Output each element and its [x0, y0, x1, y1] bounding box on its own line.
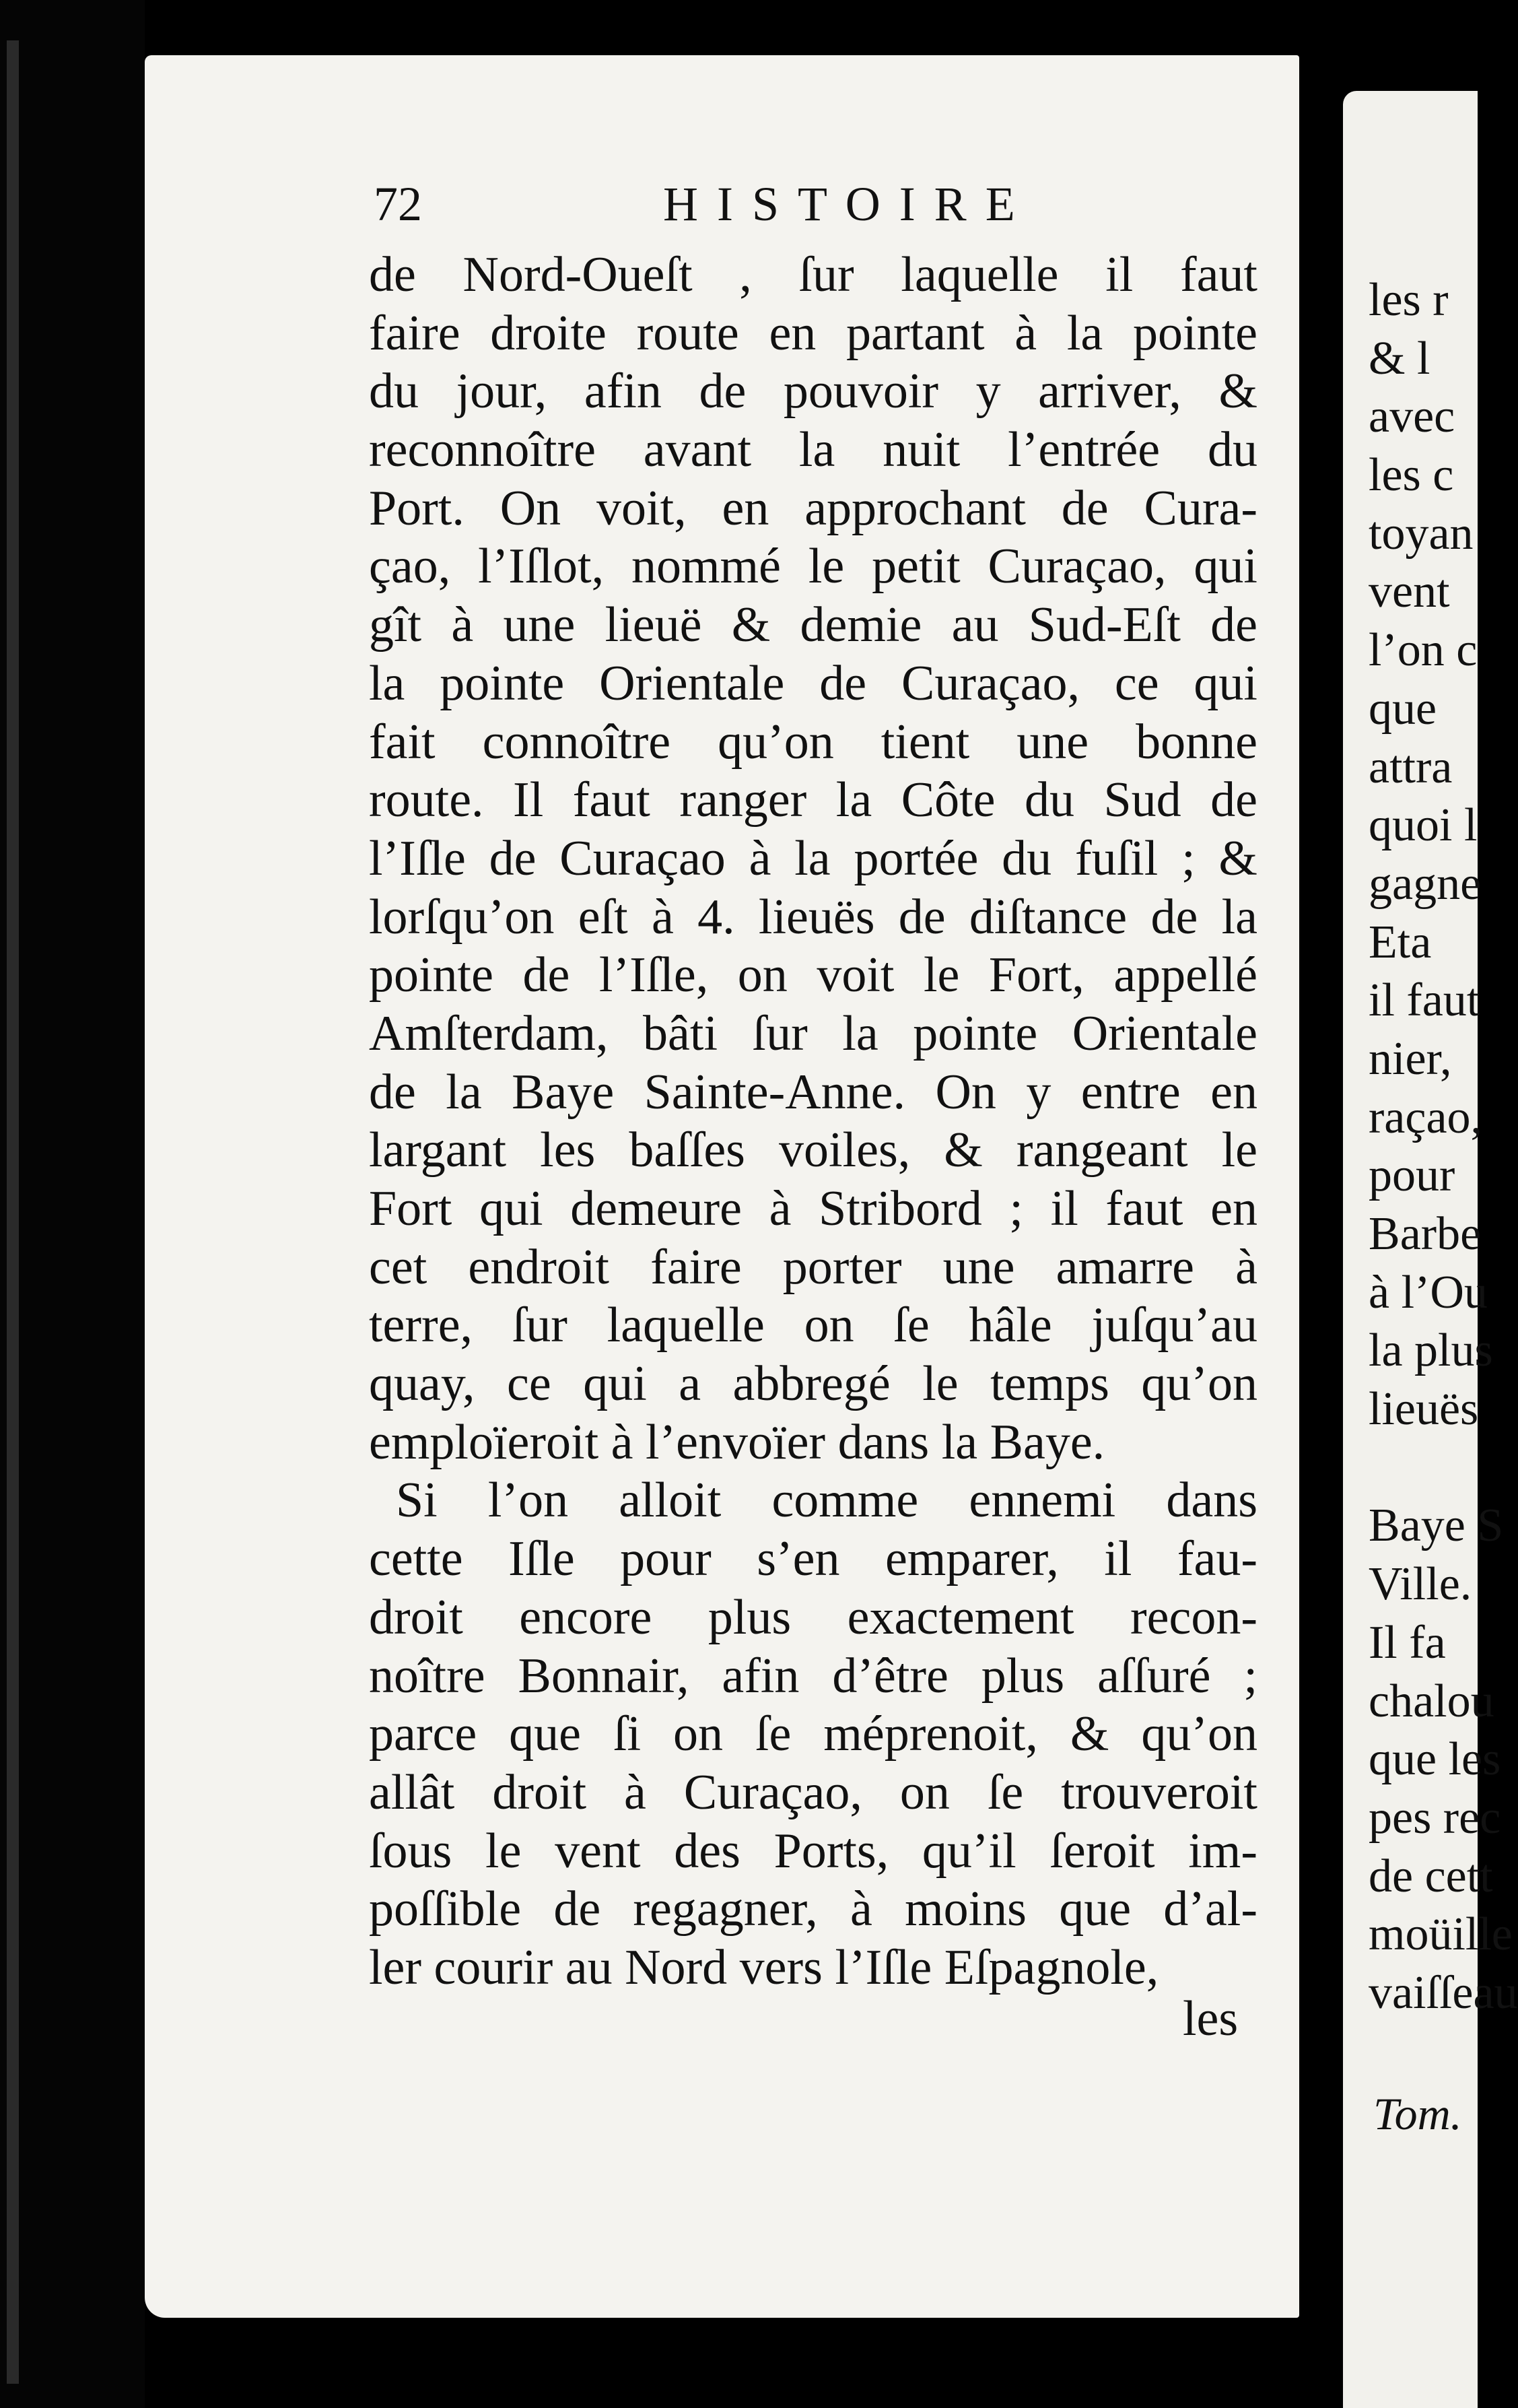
- text-line: ler courir au Nord vers l’Iſle Eſpagnole,: [369, 1939, 1159, 1995]
- page-header: [374, 174, 1249, 234]
- facing-text-line: vaiſſeau: [1369, 1966, 1518, 2019]
- facing-text-line: toyan: [1369, 507, 1474, 560]
- facing-text-line: que les: [1369, 1733, 1501, 1786]
- text-line: emploïeroit à l’envoïer dans la Baye.: [369, 1414, 1105, 1470]
- facing-text-line: Ville.: [1369, 1558, 1472, 1611]
- text-line: quay, ce qui a abbregé le temps qu’on: [369, 1356, 1257, 1412]
- facing-text-line: la plus: [1369, 1325, 1493, 1377]
- facing-text-line: gagne: [1369, 857, 1482, 910]
- text-line: cet endroit faire porter une amarre à: [369, 1239, 1257, 1295]
- text-line: largant les baſſes voiles, & rangeant le: [369, 1123, 1257, 1178]
- facing-text-line: nier,: [1369, 1032, 1452, 1085]
- facing-text-line: que: [1369, 682, 1437, 735]
- facing-text-line: pes rec: [1369, 1791, 1501, 1844]
- facing-text-line: chalou: [1369, 1675, 1494, 1727]
- text-line: de la Baye Sainte-Anne. On y entre en: [369, 1064, 1257, 1120]
- facing-text-line: lieuës: [1369, 1383, 1479, 1436]
- text-line: Port. On voit, en approchant de Cura-: [369, 480, 1257, 536]
- text-line: du jour, afin de pouvoir y arriver, &: [369, 364, 1257, 420]
- text-line: la pointe Orientale de Curaçao, ce qui: [369, 655, 1257, 711]
- facing-text-line: les c: [1369, 449, 1454, 502]
- facing-text-line: vent: [1369, 566, 1450, 618]
- text-line: Si l’on alloit comme ennemi dans: [396, 1473, 1257, 1529]
- facing-text-line: raçao,: [1369, 1091, 1483, 1143]
- text-line: noître Bonnair, afin d’être plus aſſuré ;: [369, 1648, 1257, 1704]
- facing-text-line: pour: [1369, 1149, 1455, 1202]
- body-text: [369, 246, 1257, 1997]
- text-line: lorſqu’on eſt à 4. lieuës de diſtance de la: [369, 889, 1257, 945]
- facing-text-line: à l’Ou: [1369, 1266, 1488, 1318]
- text-line: de Nord-Oueſt , ſur laquelle il faut: [369, 247, 1257, 302]
- facing-text-line: de cett: [1369, 1850, 1493, 1902]
- facing-text-line: il faut: [1369, 974, 1480, 1027]
- facing-text-line: Il fa: [1369, 1616, 1446, 1669]
- text-line: parce que ſi on ſe méprenoit, & qu’on: [369, 1706, 1257, 1762]
- facing-text-line: & l: [1369, 332, 1430, 384]
- catchword: les: [1183, 1991, 1239, 2046]
- text-line: Fort qui demeure à Stribord ; il faut en: [369, 1181, 1257, 1236]
- text-line: terre, ſur laquelle on ſe hâle juſqu’au: [369, 1298, 1257, 1353]
- book-binding: [7, 40, 19, 2384]
- running-title: HISTOIRE: [663, 177, 1034, 231]
- text-line: allât droit à Curaçao, on ſe trouveroit: [369, 1764, 1257, 1820]
- facing-text-line: quoi l: [1369, 799, 1478, 852]
- facing-text-line: moüille: [1369, 1908, 1513, 1961]
- text-line: ſous le vent des Ports, qu’il ſeroit im-: [369, 1823, 1257, 1879]
- facing-text-line: les r: [1369, 274, 1449, 326]
- facing-text-line: Eta: [1369, 916, 1432, 968]
- text-line: fait connoître qu’on tient une bonne: [369, 714, 1257, 770]
- gutter: [1301, 64, 1341, 2408]
- book-edge-left: [0, 0, 145, 2408]
- facing-text-line: Barbe: [1369, 1208, 1482, 1260]
- facing-text-line: Baye S: [1369, 1500, 1504, 1552]
- facing-text-line: [1369, 1439, 1518, 1498]
- text-line: faire droite route en partant à la pointe: [369, 305, 1257, 361]
- signature-mark: Tom.: [1373, 2088, 1462, 2139]
- text-line: pointe de l’Iſle, on voit le Fort, appellé: [369, 947, 1257, 1003]
- facing-page: [1343, 91, 1518, 2408]
- text-line: reconnoître avant la nuit l’entrée du: [369, 422, 1257, 478]
- text-line: poſſible de regagner, à moins que d’al-: [369, 1881, 1257, 1937]
- page-number: 72: [374, 177, 422, 231]
- text-line: droit encore plus exactement recon-: [369, 1589, 1257, 1645]
- text-line: cette Iſle pour s’en emparer, il fau-: [369, 1531, 1257, 1587]
- text-line: çao, l’Iſlot, nommé le petit Curaçao, qui: [369, 539, 1257, 595]
- text-line: gît à une lieuë & demie au Sud-Eſt de: [369, 597, 1257, 653]
- text-line: Amſterdam, bâti ſur la pointe Orientale: [369, 1005, 1257, 1061]
- facing-text-line: avec: [1369, 391, 1455, 443]
- facing-text-line: attra: [1369, 741, 1453, 793]
- text-line: route. Il faut ranger la Côte du Sud de: [369, 772, 1257, 828]
- facing-page-text: [1369, 271, 1518, 2023]
- facing-text-line: l’on c: [1369, 624, 1478, 677]
- text-line: l’Iſle de Curaçao à la portée du fuſil ; &: [369, 830, 1257, 886]
